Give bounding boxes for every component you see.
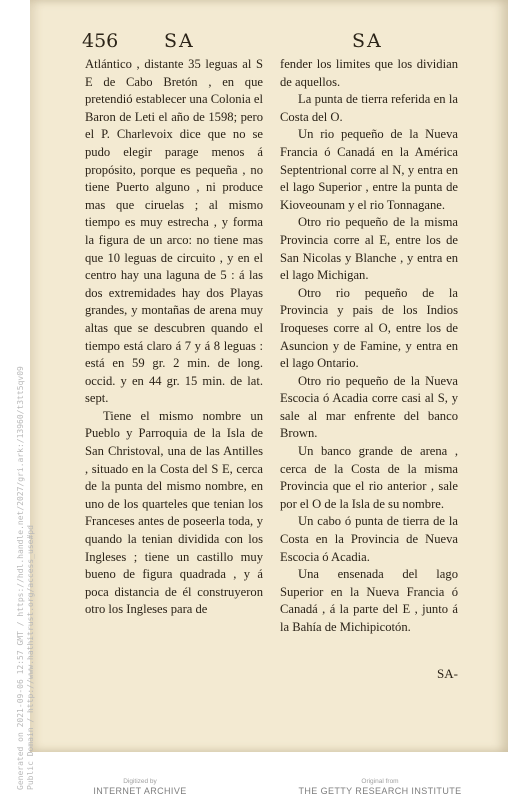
digitized-by-label: Digitized by [123, 778, 157, 785]
footer [0, 778, 510, 800]
getty-institute-label: THE GETTY RESEARCH INSTITUTE [298, 786, 462, 796]
paragraph: Una ensenada del lago Superior en la Nueva Francia ó Canadá , á la parte del E , junto á la Bahía de Michipicotón. [280, 567, 458, 634]
paragraph: Atlántico , distante 35 leguas al S E de Cabo Bretón , en que pretendió establecer una Colonia el Baron de Leti el año de 1598; pero el P. Charlevoix dice que no se pudo elegir parage menos á propósito, porque es pequeña , no tiene Puerto alguno , ni produce mas que ciruelas ; al mismo tiempo es muy estrecha , y forma la figura de un arco: no tiene mas que 10 leguas de circuito , y en el centro hay una laguna de 5 : á las dos extremidades hay dos Playas grandes, y montañas de arena muy altas que se descubren quando el tiempo está claro á 7 y á 8 leguas : está en 59 gr. 2 min. de long. occid. y en 44 gr. 15 min. de lat. sept. [85, 57, 263, 406]
running-head-left: SA [164, 30, 195, 52]
watermark-line-1: Generated on 2021-09-06 12:57 GMT / https://hdl.handle.net/2027/gri.ark:/13960/t3tt5qv09 [16, 366, 25, 790]
book-page [30, 0, 508, 752]
left-column [85, 56, 263, 619]
right-column [280, 56, 458, 637]
original-from-label: Original from [361, 778, 399, 785]
paragraph: Otro rio pequeño de la Nueva Escocia ó Acadia corre casi al S, y sale al mar enfrente del banco Brown. [280, 373, 458, 441]
paragraph: Un rio pequeño de la Nueva Francia ó Canadá en la América Septentrional corre al N, y entra en el lago Superior , entre la punta de Kioveounam y el rio Tonnagane. [280, 127, 458, 212]
original-from-credit [280, 778, 480, 797]
paragraph: Tiene el mismo nombre un Pueblo y Parroquia de la Isla de San Christoval, una de las Antilles , situado en la Costa del S E, cerca de la punta del mismo nombre, en uno de los quarteles que tenian los Franceses antes de poseerla toda, y quando la tenian dividida con los Ingleses ; tiene un castillo muy bueno de figura quadrada , y á poca distancia de él construyeron otro los Ingleses para de [85, 408, 263, 617]
page-header [30, 30, 508, 58]
side-watermark [2, 366, 35, 790]
digitized-by-credit [60, 778, 220, 797]
paragraph: La punta de tierra referida en la Costa del O. [280, 92, 458, 124]
paragraph: Otro rio pequeño de la misma Provincia corre al E, entre los de San Nicolas y Blanche , y entra en el lago Michigan. [280, 215, 458, 283]
watermark-line-2: Public Domain / http://www.hathitrust.org/access_use#pd [26, 525, 35, 790]
running-head-right: SA [352, 30, 383, 52]
internet-archive-label: INTERNET ARCHIVE [93, 786, 187, 796]
catchword: SA- [437, 666, 458, 681]
paragraph: Otro rio pequeño de la Provincia y pais de los Indios Iroqueses corre al O, entre los de Asuncion y de Famine, y entra en el lago Ontario. [280, 285, 458, 371]
page-number: 456 [82, 30, 119, 52]
paragraph: Un cabo ó punta de tierra de la Costa en la Provincia de Nueva Escocia ó Acadia. [280, 514, 458, 564]
paragraph: Un banco grande de arena , cerca de la Costa de la misma Provincia que el rio anterior , sale por el O de la Isla de su nombre. [280, 444, 458, 511]
paragraph: fender los limites que los dividian de aquellos. [280, 57, 458, 89]
